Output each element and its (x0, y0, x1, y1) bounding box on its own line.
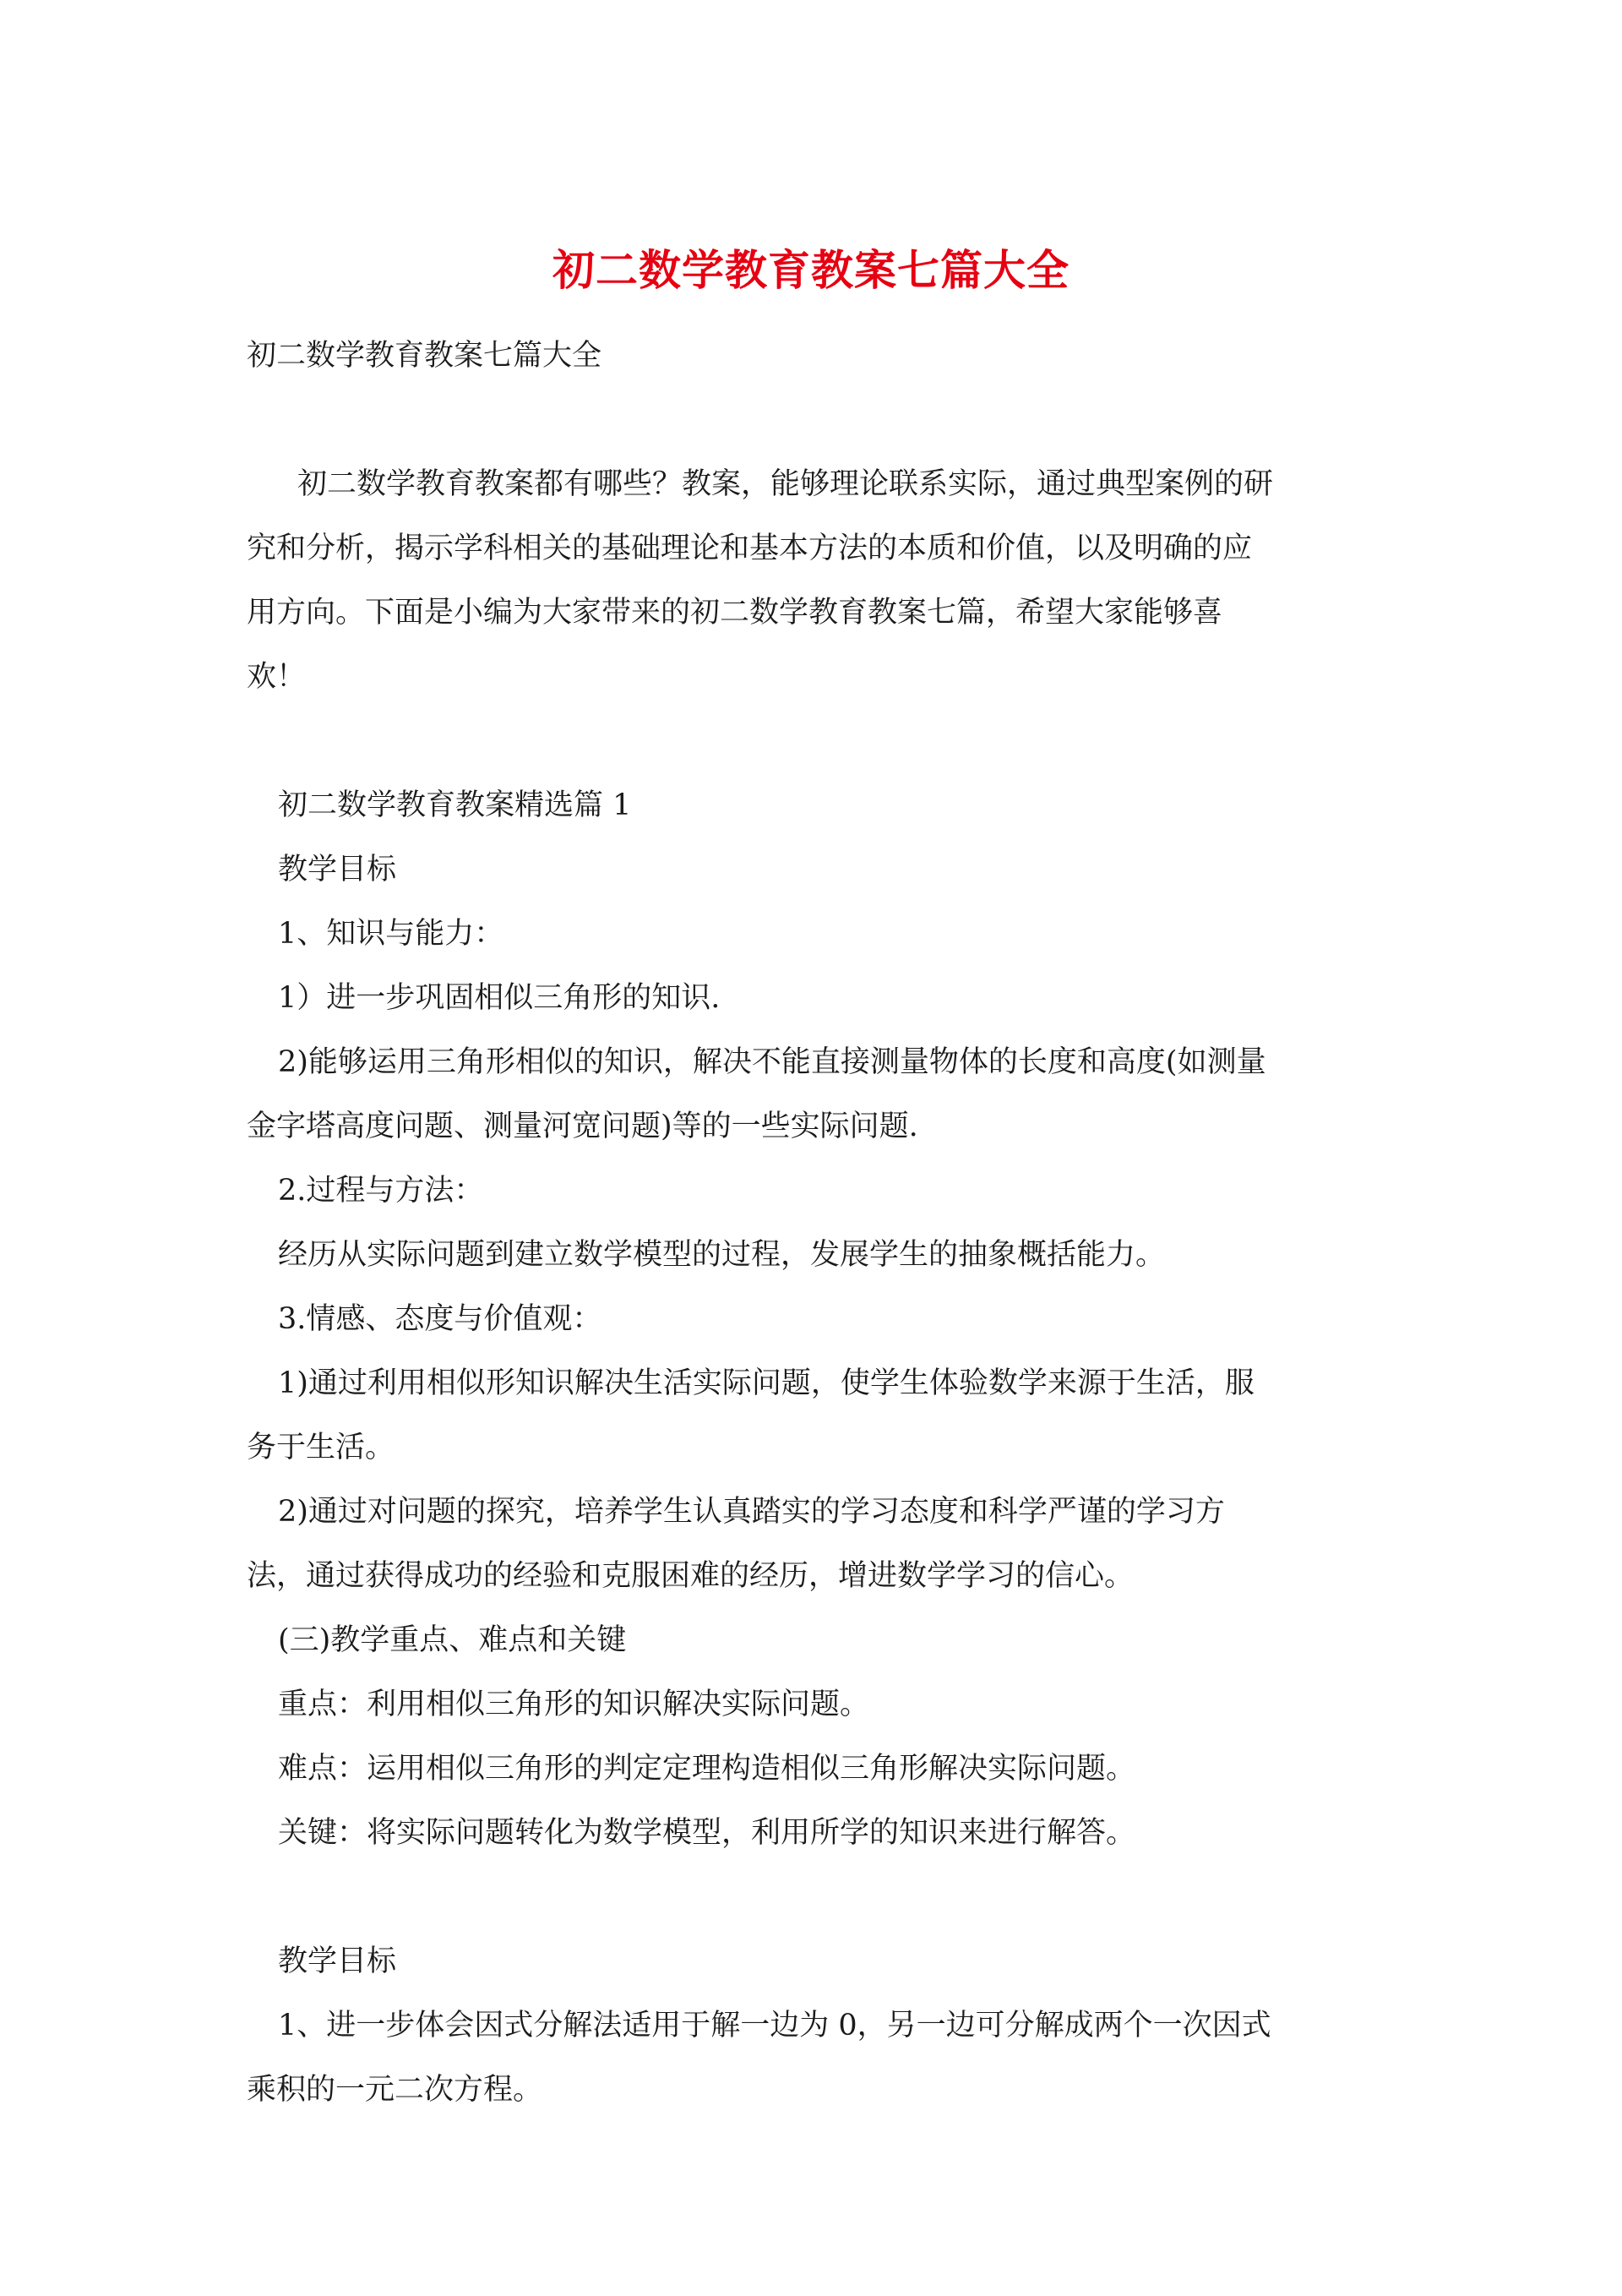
section1-item1-title: 1、知识与能力： (278, 917, 504, 951)
section1-item1-2-line2: 金字塔高度问题、测量河宽问题)等的一些实际问题. (247, 1110, 918, 1143)
intro-line-4: 欢！ (247, 660, 307, 694)
spacer (247, 1865, 1394, 1929)
intro-line-1: 初二数学教育教案都有哪些？教案，能够理论联系实际，通过典型案例的研 (297, 467, 1274, 501)
section1-key-title: (三)教学重点、难点和关键 (278, 1623, 627, 1657)
section1-item3-2-line2: 法，通过获得成功的经验和克服困难的经历，增进数学学习的信心。 (247, 1559, 1135, 1593)
section1-item2-title: 2.过程与方法： (278, 1174, 484, 1208)
section1-item3-2-line1: 2)通过对问题的探究，培养学生认真踏实的学习态度和科学严谨的学习方 (278, 1495, 1225, 1529)
intro-line-2: 究和分析，揭示学科相关的基础理论和基本方法的本质和价值，以及明确的应 (247, 532, 1253, 565)
section1-item3-1-line2: 务于生活。 (247, 1431, 395, 1464)
section2-item1-line2: 乘积的一元二次方程。 (247, 2073, 543, 2107)
document-subtitle: 初二数学教育教案七篇大全 (247, 339, 602, 373)
section1-item3-title: 3.情感、态度与价值观： (278, 1302, 602, 1336)
section1-key: 关键：将实际问题转化为数学模型，利用所学的知识来进行解答。 (278, 1816, 1136, 1850)
section1-key-point: 重点：利用相似三角形的知识解决实际问题。 (278, 1688, 870, 1721)
section1-heading: 初二数学教育教案精选篇 1 (278, 788, 632, 822)
section1-item3-1-line1: 1)通过利用相似形知识解决生活实际问题，使学生体验数学来源于生活，服 (278, 1366, 1255, 1400)
section1-item1-1: 1）进一步巩固相似三角形的知识. (278, 981, 721, 1015)
document-title: 初二数学教育教案七篇大全 (552, 245, 1070, 295)
spacer (247, 388, 1394, 452)
section1-item2-text: 经历从实际问题到建立数学模型的过程，发展学生的抽象概括能力。 (278, 1238, 1166, 1272)
spacer (247, 709, 1394, 773)
intro-line-3: 用方向。下面是小编为大家带来的初二数学教育教案七篇，希望大家能够喜 (247, 596, 1223, 630)
section1-difficult-point: 难点：运用相似三角形的判定定理构造相似三角形解决实际问题。 (278, 1752, 1136, 1786)
section1-item1-2-line1: 2)能够运用三角形相似的知识，解决不能直接测量物体的长度和高度(如测量 (278, 1045, 1266, 1079)
section1-goal-title: 教学目标 (278, 853, 397, 886)
document-body (247, 324, 1394, 2122)
section2-item1-line1: 1、进一步体会因式分解法适用于解一边为 0，另一边可分解成两个一次因式 (278, 2009, 1271, 2042)
section2-goal-title: 教学目标 (278, 1944, 397, 1978)
